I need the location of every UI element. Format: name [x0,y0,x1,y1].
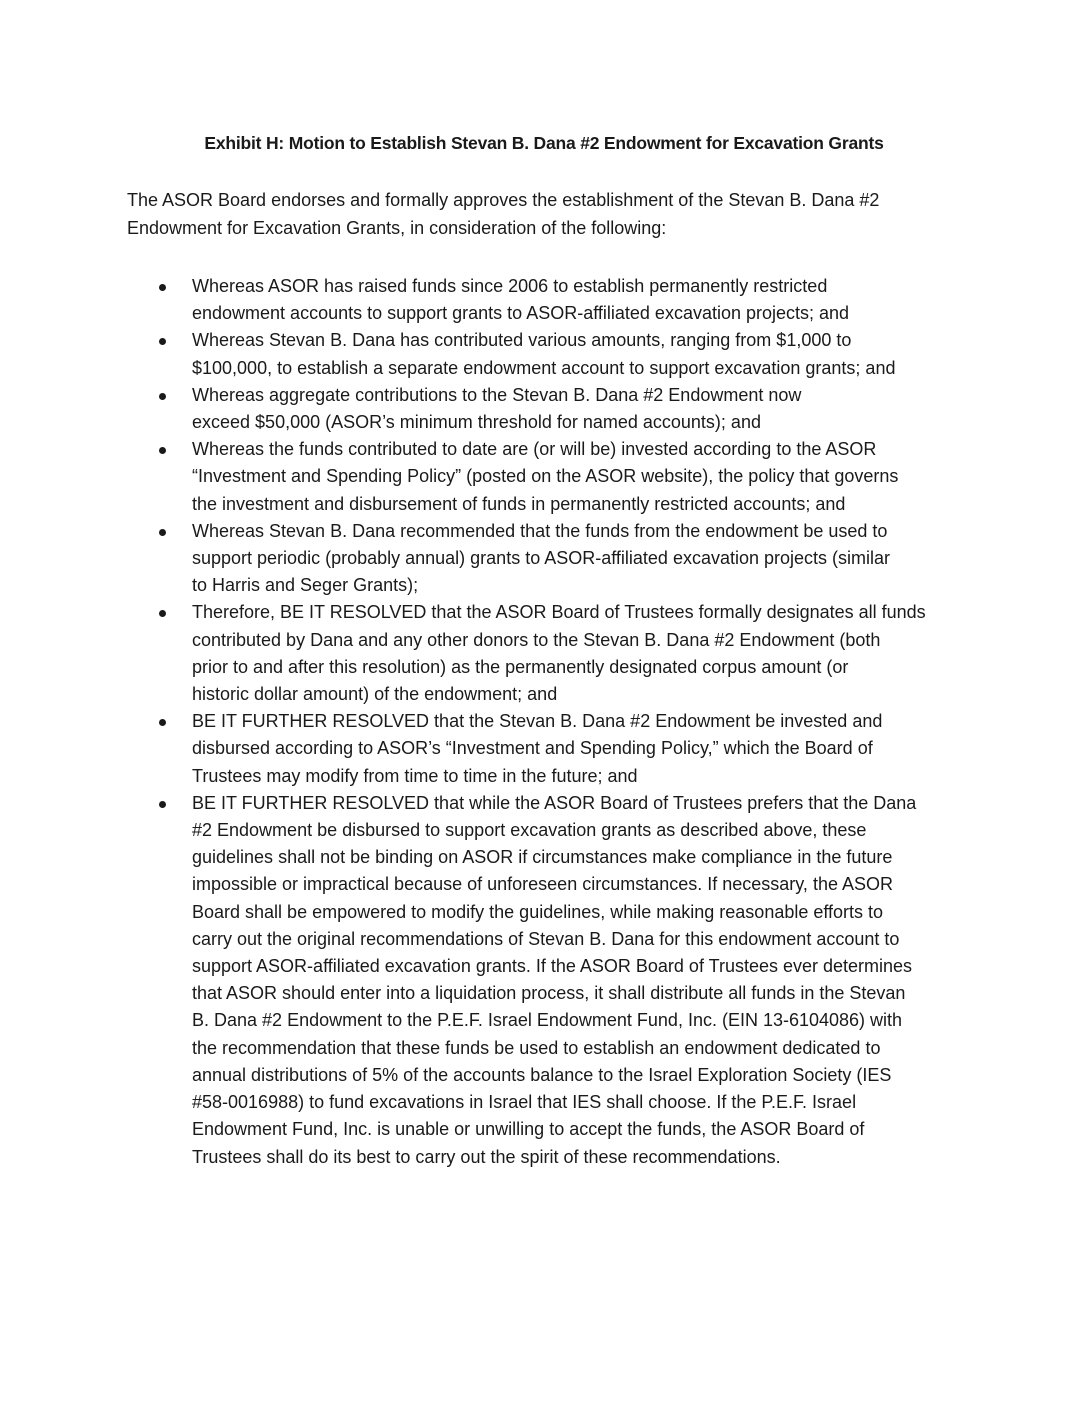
list-item-line: Whereas the funds contributed to date are (or will be) invested according to the ASOR [192,439,877,460]
document-title: Exhibit H: Motion to Establish Stevan B. Dana #2 Endowment for Excavation Grants [204,133,884,153]
list-item [127,273,967,327]
list-item-line: the recommendation that these funds be used to establish an endowment dedicated to [192,1037,881,1058]
list-item-line: #58-0016988) to fund excavations in Israel that IES shall choose. If the P.E.F. Israel [192,1092,857,1113]
list-item-line: impossible or impractical because of unforeseen circumstances. If necessary, the ASOR [192,874,893,895]
list-item-line: #2 Endowment be disbursed to support excavation grants as described above, these [192,820,867,841]
intro-line: The ASOR Board endorses and formally approves the establishment of the Stevan B. Dana #2 [127,190,880,210]
bullet-icon [159,719,166,726]
list-item-line: prior to and after this resolution) as the permanently designated corpus amount (or [192,656,849,677]
list-item-line: Therefore, BE IT RESOLVED that the ASOR Board of Trustees formally designates all funds [192,602,926,623]
list-item-line: Endowment Fund, Inc. is unable or unwilling to accept the funds, the ASOR Board of [192,1119,865,1140]
list-item [127,327,967,381]
list-item [127,518,967,600]
list-item [127,599,967,708]
list-item-line: Whereas Stevan B. Dana recommended that the funds from the endowment be used to [192,520,888,541]
list-item-line: carry out the original recommendations of Stevan B. Dana for this endowment account to [192,928,900,949]
bullet-icon [159,447,166,454]
list-item-line: guidelines shall not be binding on ASOR if circumstances make compliance in the future [192,847,893,868]
intro-line: Endowment for Excavation Grants, in consideration of the following: [127,217,667,238]
list-item-line: historic dollar amount) of the endowment; and [192,684,558,705]
list-item-line: “Investment and Spending Policy” (posted on the ASOR website), the policy that governs [192,466,899,487]
list-item [127,436,967,518]
list-item-line: Whereas ASOR has raised funds since 2006 to establish permanently restricted [192,276,828,296]
list-item-line: BE IT FURTHER RESOLVED that the Stevan B. Dana #2 Endowment be invested and [192,711,883,732]
resolution-list [127,273,967,1171]
list-item-line: Whereas aggregate contributions to the Stevan B. Dana #2 Endowment now [192,384,802,405]
list-item-line: B. Dana #2 Endowment to the P.E.F. Israel Endowment Fund, Inc. (EIN 13-6104086) with [192,1010,903,1031]
list-item [127,790,967,1171]
list-item-line: Trustees shall do its best to carry out the spirit of these recommendations. [192,1146,781,1167]
list-item-line: Whereas Stevan B. Dana has contributed various amounts, ranging from $1,000 to [192,330,852,351]
intro-paragraph [127,187,927,242]
list-item-line: $100,000, to establish a separate endowment account to support excavation grants; and [192,357,896,378]
list-item-line: endowment accounts to support grants to ASOR-affiliated excavation projects; and [192,303,850,324]
bullet-icon [159,284,166,291]
list-item-line: exceed $50,000 (ASOR’s minimum threshold for named accounts); and [192,412,761,433]
list-item [127,708,967,790]
list-item-line: contributed by Dana and any other donors to the Stevan B. Dana #2 Endowment (both [192,629,881,650]
list-item-line: to Harris and Seger Grants); [192,575,419,596]
bullet-icon [159,393,166,400]
list-item-line: annual distributions of 5% of the accounts balance to the Israel Exploration Society (IES [192,1064,892,1085]
list-item-line: Trustees may modify from time to time in the future; and [192,765,638,786]
list-item-line: support periodic (probably annual) grants to ASOR-affiliated excavation projects (similar [192,548,891,569]
list-item-line: Board shall be empowered to modify the guidelines, while making reasonable efforts to [192,901,884,922]
list-item [127,382,967,436]
bullet-icon [159,610,166,617]
list-item-line: BE IT FURTHER RESOLVED that while the ASOR Board of Trustees prefers that the Dana [192,792,917,813]
list-item-line: that ASOR should enter into a liquidation process, it shall distribute all funds in the Stevan [192,983,906,1004]
bullet-icon [159,529,166,536]
list-item-line: disbursed according to ASOR’s “Investment and Spending Policy,” which the Board of [192,738,873,759]
list-item-line: the investment and disbursement of funds in permanently restricted accounts; and [192,493,846,514]
bullet-icon [159,801,166,808]
list-item-line: support ASOR-affiliated excavation grants. If the ASOR Board of Trustees ever determines [192,956,913,977]
bullet-icon [159,338,166,345]
